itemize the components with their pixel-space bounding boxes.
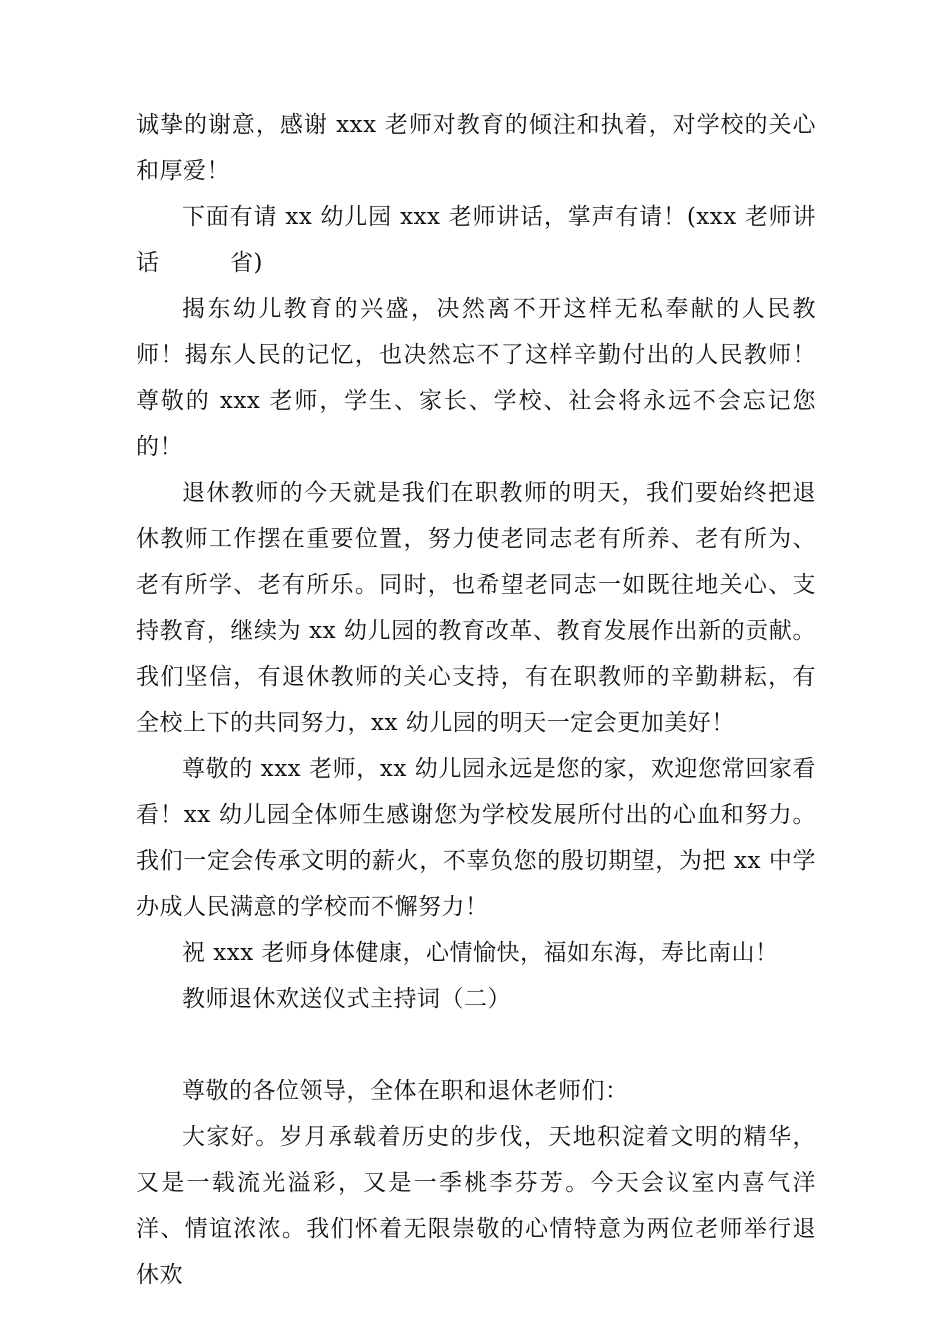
section-heading: 教师退休欢送仪式主持词（二） xyxy=(182,986,511,1012)
paragraph-blessing: 祝 xxx 老师身体健康，心情愉快，福如东海，寿比南山！ xyxy=(182,940,779,966)
document-body xyxy=(136,102,816,1298)
paragraph-welcome-home: 尊敬的 xxx 老师，xx 幼儿园永远是您的家，欢迎您常回家看看！xx 幼儿园全体师生感谢您为学校发展所付出的心血和努力。我们一定会传承文明的薪火，不辜负您的殷切期望，为把 xx 中学办成人民满意的学校而不懈努力！ xyxy=(136,756,816,920)
paragraph-opening: 大家好。岁月承载着历史的步伐，天地积淀着文明的精华，又是一载流光溢彩，又是一季桃李芬芳。今天会议室内喜气洋洋、情谊浓浓。我们怀着无限崇敬的心情特意为两位老师举行退休欢 xyxy=(136,1124,816,1288)
paragraph-retired-teachers: 退休教师的今天就是我们在职教师的明天，我们要始终把退休教师工作摆在重要位置，努力使老同志老有所养、老有所为、老有所学、老有所乐。同时，也希望老同志一如既往地关心、支持教育，继续为 xx 幼儿园的教育改革、教育发展作出新的贡献。我们坚信，有退休教师的关心支持，有在职教师的辛勤耕耘，有全校上下的共同努力，xx 幼儿园的明天一定会更加美好！ xyxy=(136,480,816,736)
blank-line xyxy=(136,1022,816,1068)
paragraph-tribute: 揭东幼儿教育的兴盛，决然离不开这样无私奉献的人民教师！揭东人民的记忆，也决然忘不了这样辛勤付出的人民教师！尊敬的 xxx 老师，学生、家长、学校、社会将永远不会忘记您的！ xyxy=(136,296,816,460)
paragraph-salutation: 尊敬的各位领导，全体在职和退休老师们： xyxy=(182,1078,629,1104)
paragraph-invite-speech: 下面有请 xx 幼儿园 xxx 老师讲话，掌声有请！(xxx 老师讲话 省) xyxy=(136,204,816,276)
paragraph-continuation: 诚挚的谢意，感谢 xxx 老师对教育的倾注和执着，对学校的关心和厚爱！ xyxy=(136,112,816,184)
